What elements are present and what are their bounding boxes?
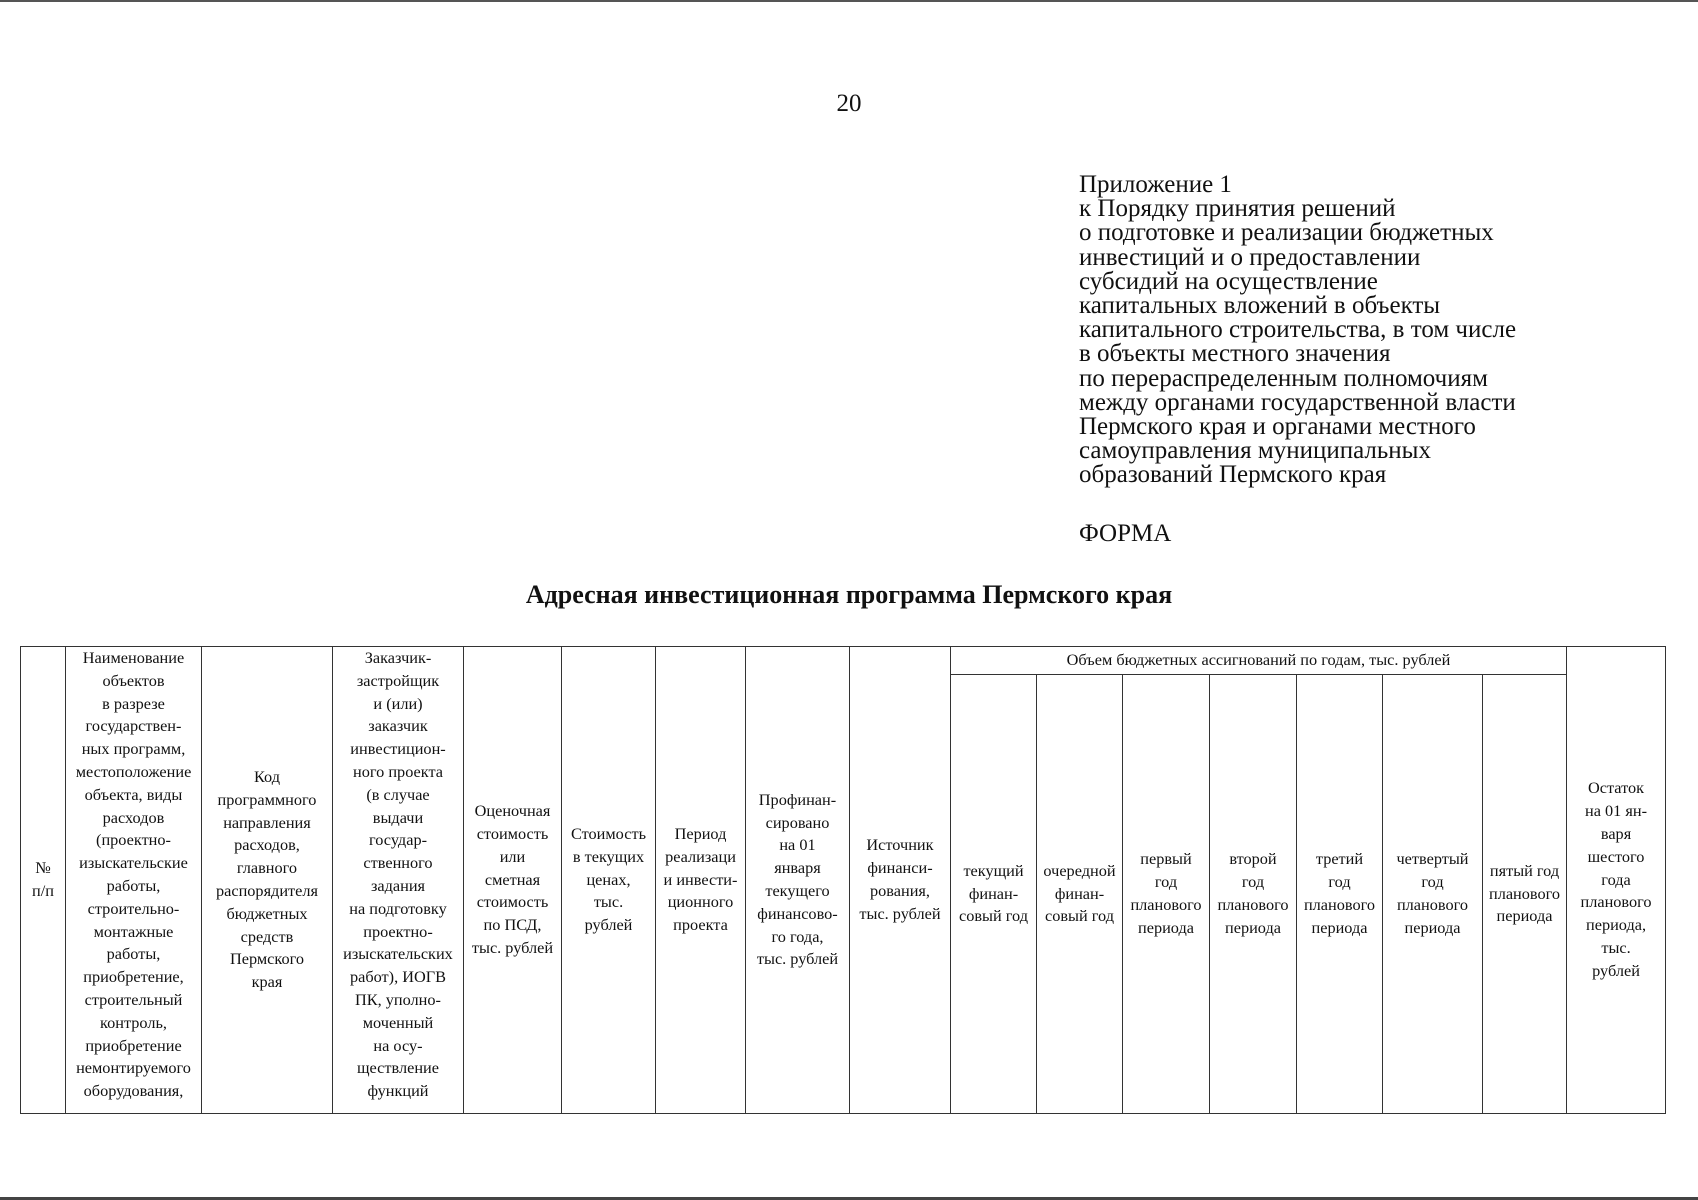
header-year-next — [1037, 675, 1123, 1114]
header-budget-allocations-group — [951, 647, 1567, 675]
appendix-line: в объекты местного значения — [1079, 340, 1391, 368]
header-funding-source — [850, 647, 951, 1114]
appendix-line: Приложение 1 — [1079, 171, 1232, 198]
header-year-plan-5-text: пятый год планового периода — [1488, 860, 1561, 926]
header-year-plan-4 — [1383, 675, 1483, 1114]
header-year-plan-2-text: второй год планового периода — [1217, 849, 1289, 937]
header-year-plan-5 — [1483, 675, 1567, 1114]
header-current-cost — [562, 647, 656, 1114]
appendix-line: субсидий на осуществление — [1079, 267, 1378, 295]
header-customer-text: Заказчик- застройщик и (или) заказчик инвестицион- ного проекта (в случае выдачи государ- ственного задания на подготовку проектно- изыскательских работ), ИОГВ ПК, уполно- моченный на осу- ществление функций — [343, 648, 453, 1101]
header-year-plan-1 — [1123, 675, 1210, 1114]
form-label: ФОРМА — [1079, 520, 1172, 547]
document-title: Адресная инвестиционная программа Пермского края — [525, 580, 1173, 609]
appendix-line: к Порядку принятия решений — [1079, 195, 1396, 223]
header-year-plan-2 — [1210, 675, 1297, 1114]
header-prefinanced-text: Профинан- сировано на 01 января текущего финансово- го года, тыс. рублей — [756, 789, 839, 969]
appendix-line: о подготовке и реализации бюджетных — [1079, 219, 1494, 247]
page-number: 20 — [836, 90, 862, 117]
appendix-block — [1079, 173, 1679, 488]
appendix-line: Пермского края и органами местного — [1079, 413, 1476, 441]
header-object-name — [66, 647, 202, 1114]
appendix-line: капитального строительства, в том числе — [1079, 316, 1517, 344]
appendix-line: образований Пермского края — [1079, 461, 1387, 489]
header-customer — [333, 647, 464, 1114]
investment-program-table — [20, 646, 1666, 1114]
header-year-next-text: очередной финан- совый год — [1043, 860, 1116, 926]
header-current-cost-text: Стоимость в текущих ценах, тыс. рублей — [570, 824, 646, 935]
header-object-name-text: Наименование объектов в разрезе государствен- ных программ, местоположение объекта, виды расходов (проектно- изыскательские работы, строительно- монтажные работы, приобретение, строительный контроль, приобретение немонтируемого оборудования, — [75, 648, 192, 1101]
header-year-current-text: текущий финан- совый год — [958, 860, 1028, 926]
header-remainder-text: Остаток на 01 ян- варя шестого года планового периода, тыс. рублей — [1580, 778, 1652, 980]
header-year-plan-4-text: четвертый год планового периода — [1396, 849, 1469, 937]
header-year-plan-3 — [1297, 675, 1383, 1114]
header-estimated-cost-text: Оценочная стоимость или сметная стоимость по ПСД, тыс. рублей — [471, 801, 554, 957]
header-number-text: № п/п — [32, 858, 54, 900]
header-prefinanced — [746, 647, 850, 1114]
appendix-line: между органами государственной власти — [1079, 388, 1516, 416]
appendix-line: по перераспределенным полномочиям — [1079, 364, 1488, 392]
header-program-code — [202, 647, 333, 1114]
header-implementation-period — [656, 647, 746, 1114]
header-funding-source-text: Источник финанси- рования, тыс. рублей — [859, 835, 941, 923]
appendix-line: капитальных вложений в объекты — [1079, 292, 1441, 320]
header-budget-allocations-text: Объем бюджетных ассигнований по годам, тыс. рублей — [1066, 650, 1451, 670]
header-estimated-cost — [464, 647, 562, 1114]
header-number — [21, 647, 66, 1114]
header-year-plan-3-text: третий год планового периода — [1303, 849, 1376, 937]
header-implementation-period-text: Период реализаци и инвести- ционного проекта — [663, 824, 738, 935]
header-program-code-text: Код программного направления расходов, главного распорядителя бюджетных средств Пермского края — [215, 767, 319, 992]
header-remainder — [1567, 647, 1666, 1114]
header-year-current — [951, 675, 1037, 1114]
appendix-line: самоуправления муниципальных — [1079, 437, 1431, 465]
top-edge-line — [0, 0, 1698, 2]
appendix-line: инвестиций и о предоставлении — [1079, 243, 1421, 271]
header-year-plan-1-text: первый год планового периода — [1130, 849, 1202, 937]
